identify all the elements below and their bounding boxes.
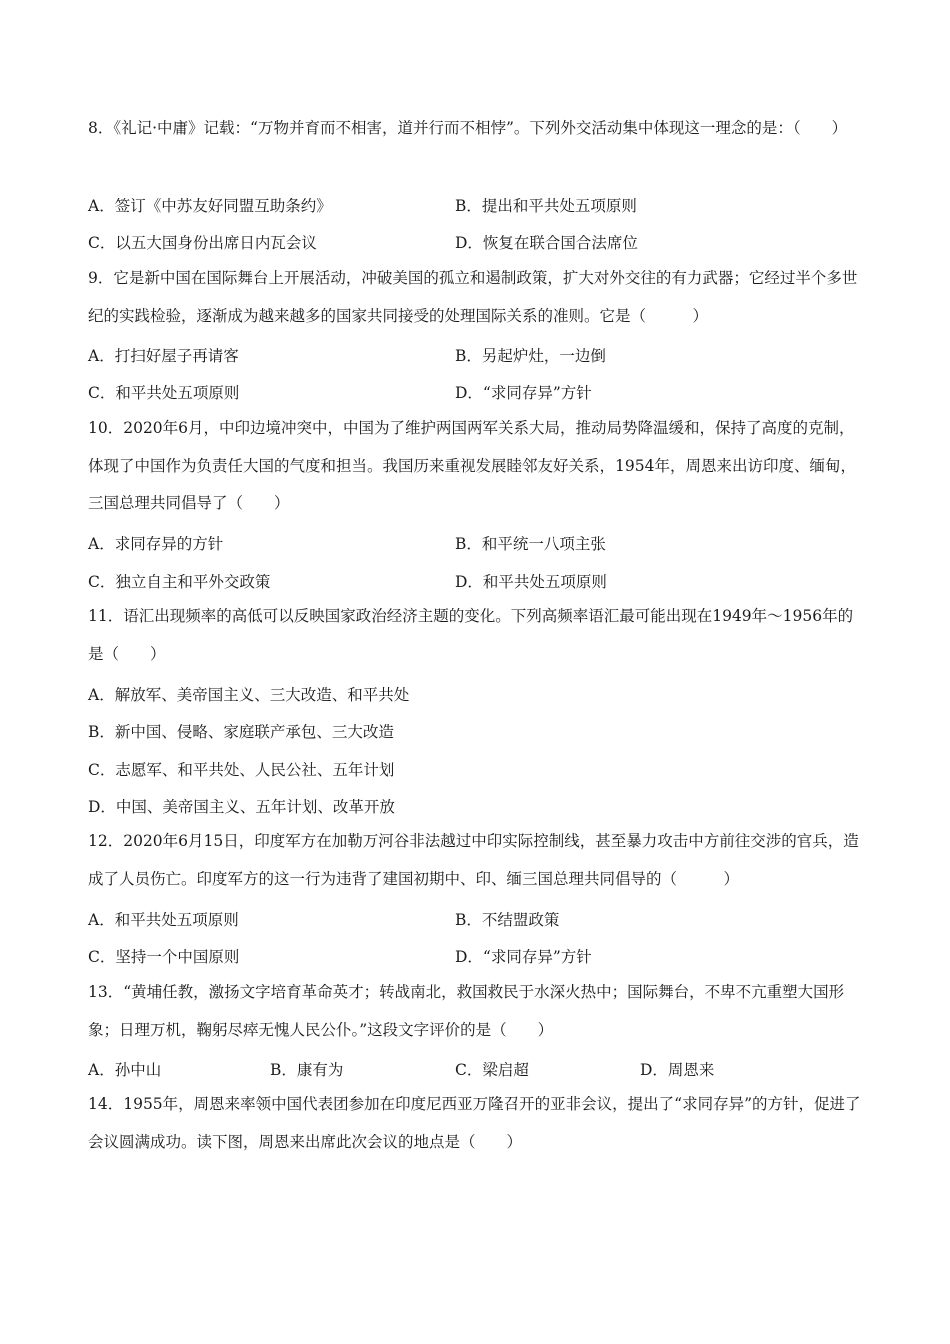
question-9-stem: 9．它是新中国在国际舞台上开展活动，冲破美国的孤立和遏制政策，扩大对外交往的有力武器；它经过半个多世纪的实践检验，逐渐成为越来越多的国家共同接受的处理国际关系的准则。它是（ ） — [88, 269, 858, 325]
question-9-option-d: D．“求同存异”方针 — [455, 384, 592, 402]
question-12-stem: 12．2020年6月15日，印度军方在加勒万河谷非法越过中印实际控制线，甚至暴力攻击中方前往交涉的官兵，造成了人员伤亡。印度军方的这一行为违背了建国初期中、印、缅三国总理共同倡导的（ ） — [88, 832, 859, 888]
question-10-option-b: B．和平统一八项主张 — [455, 535, 606, 553]
question-12-option-a: A．和平共处五项原则 — [88, 911, 239, 929]
question-12-option-b: B．不结盟政策 — [455, 911, 560, 929]
question-10-option-d: D．和平共处五项原则 — [455, 573, 607, 591]
question-14-stem: 14．1955年，周恩来率领中国代表团参加在印度尼西亚万隆召开的亚非会议，提出了“求同存异”的方针，促进了会议圆满成功。读下图，周恩来出席此次会议的地点是（ ） — [88, 1095, 861, 1151]
question-11-option-d: D．中国、美帝国主义、五年计划、改革开放 — [88, 798, 395, 816]
question-9-option-a: A．打扫好屋子再请客 — [88, 347, 239, 365]
question-8-option-b: B．提出和平共处五项原则 — [455, 197, 637, 215]
question-11-stem: 11．语汇出现频率的高低可以反映国家政治经济主题的变化。下列高频率语汇最可能出现在1949年～1956年的是（ ） — [88, 607, 854, 663]
question-13-stem: 13．“黄埔任教，激扬文字培育革命英才；转战南北，救国救民于水深火热中；国际舞台，不卑不亢重塑大国形象；日理万机，鞠躬尽瘁无愧人民公仆。”这段文字评价的是（ ） — [88, 983, 845, 1039]
question-9-option-c: C．和平共处五项原则 — [88, 384, 240, 402]
question-8-option-c: C．以五大国身份出席日内瓦会议 — [88, 234, 317, 252]
question-10-stem: 10．2020年6月，中印边境冲突中，中国为了维护两国两军关系大局，推动局势降温缓和，保持了高度的克制，体现了中国作为负责任大国的气度和担当。我国历来重视发展睦邻友好关系，1954年，周恩来出访印度、缅甸，三国总理共同倡导了（ ） — [88, 419, 856, 512]
question-10-option-c: C．独立自主和平外交政策 — [88, 573, 271, 591]
question-10-option-a: A．求同存异的方针 — [88, 535, 224, 553]
question-13-option-a: A．孙中山 — [88, 1061, 162, 1079]
question-8-stem: 8．《礼记·中庸》记载：“万物并育而不相害，道并行而不相悖”。下列外交活动集中体现这一理念的是：（ ） — [88, 119, 848, 137]
question-13-option-d: D．周恩来 — [640, 1061, 715, 1079]
question-12-option-d: D．“求同存异”方针 — [455, 948, 592, 966]
question-8-option-d: D．恢复在联合国合法席位 — [455, 234, 638, 252]
question-12-option-c: C．坚持一个中国原则 — [88, 948, 240, 966]
question-9-option-b: B．另起炉灶，一边倒 — [455, 347, 606, 365]
question-11-option-a: A．解放军、美帝国主义、三大改造、和平共处 — [88, 686, 410, 704]
question-13-option-b: B．康有为 — [270, 1061, 344, 1079]
question-8-option-a: A．签订《中苏友好同盟互助条约》 — [88, 197, 332, 215]
question-13-option-c: C．梁启超 — [455, 1061, 529, 1079]
question-11-option-b: B．新中国、侵略、家庭联产承包、三大改造 — [88, 723, 394, 741]
question-11-option-c: C．志愿军、和平共处、人民公社、五年计划 — [88, 761, 395, 779]
